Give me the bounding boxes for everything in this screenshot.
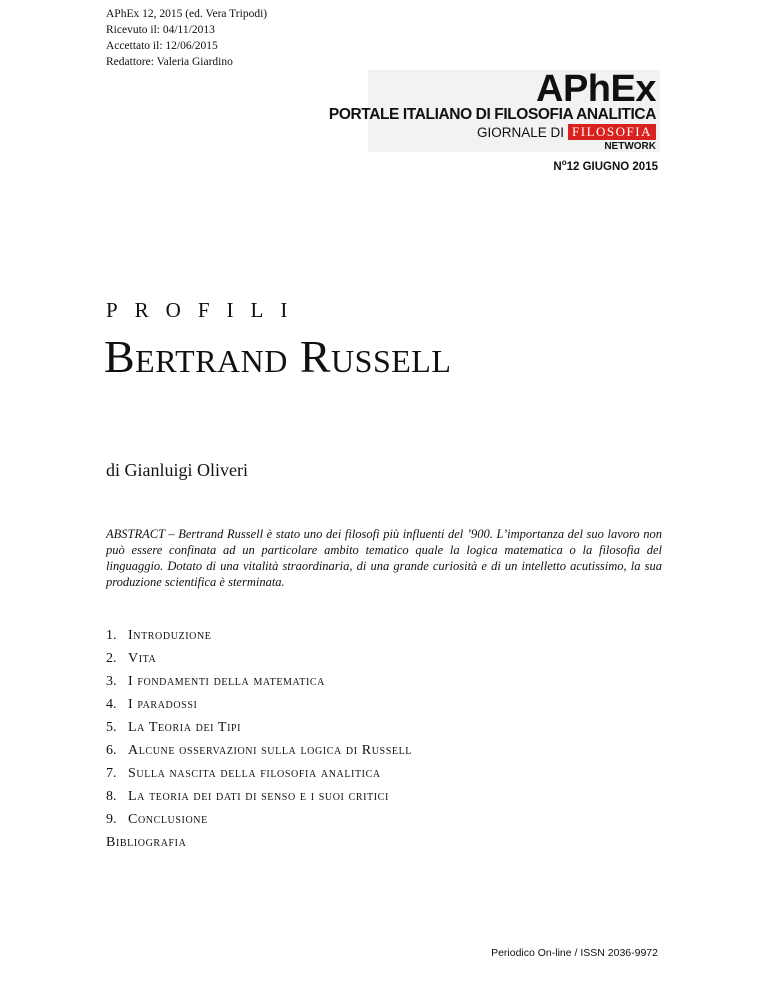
- logo-giornale-text: GIORNALE DI: [477, 124, 565, 140]
- toc-label: Conclusione: [128, 812, 208, 827]
- toc-item: [106, 716, 412, 739]
- abstract-text: ABSTRACT – Bertrand Russell è stato uno dei filosofi più influenti del ’900. L’importanza del suo lavoro non può essere confinata ad un particolare ambito tematico quale la logica matematica o la filosofia del linguaggio. Dotato di una vitalità straordinaria, di una grande curiosità e di un intelletto acutissimo, la sua produzione scientifica è sterminata.: [106, 527, 662, 589]
- section-label: PROFILI: [106, 298, 305, 322]
- toc-label: I fondamenti della matematica: [128, 674, 325, 689]
- toc-item: [106, 808, 412, 831]
- issue-n: N: [553, 160, 562, 173]
- logo-portal-line: PORTALE ITALIANO DI FILOSOFIA ANALITICA: [328, 106, 656, 123]
- toc-item: [106, 693, 412, 716]
- toc-number: 2.: [106, 651, 117, 666]
- page-title: Bertrand Russell: [104, 331, 452, 382]
- toc-number: 4.: [106, 697, 117, 712]
- toc-item-bibliography: [106, 831, 412, 854]
- toc-item: [106, 739, 412, 762]
- toc-label: Vita: [128, 651, 157, 666]
- toc-label: Alcune osservazioni sulla logica di Russell: [128, 743, 412, 758]
- footer-issn: Periodico On-line / ISSN 2036-9972: [491, 947, 658, 959]
- meta-editor: Redattore: Valeria Giardino: [106, 56, 233, 68]
- toc-number: 8.: [106, 789, 117, 804]
- toc-number: 6.: [106, 743, 117, 758]
- toc-label: La teoria dei dati di senso e i suoi critici: [128, 789, 389, 804]
- toc-number: 3.: [106, 674, 117, 689]
- meta-edition: APhEx 12, 2015 (ed. Vera Tripodi): [106, 8, 268, 20]
- logo-filosofia-badge: FILOSOFIA: [568, 124, 656, 140]
- toc-label: Sulla nascita della filosofia analitica: [128, 766, 381, 781]
- submission-metadata: [106, 6, 267, 70]
- author-byline: di Gianluigi Oliveri: [106, 460, 248, 480]
- table-of-contents: [106, 624, 412, 854]
- toc-number: 5.: [106, 720, 117, 735]
- toc-item: [106, 624, 412, 647]
- toc-label: Bibliografia: [106, 835, 187, 850]
- meta-accepted: Accettato il: 12/06/2015: [106, 40, 218, 52]
- toc-item: [106, 785, 412, 808]
- logo-giornale-line: [477, 124, 656, 140]
- logo-network: NETWORK: [604, 141, 656, 152]
- toc-label: La Teoria dei Tipi: [128, 720, 242, 735]
- issue-degree: o: [561, 158, 567, 167]
- toc-number: 7.: [106, 766, 117, 781]
- issue-number: [553, 158, 658, 173]
- toc-label: Introduzione: [128, 628, 212, 643]
- toc-number: 1.: [106, 628, 117, 643]
- toc-number: 9.: [106, 812, 117, 827]
- meta-received: Ricevuto il: 04/11/2013: [106, 24, 215, 36]
- logo-brand: APhEx: [536, 68, 656, 110]
- toc-label: I paradossi: [128, 697, 198, 712]
- issue-date: 12 GIUGNO 2015: [566, 160, 658, 173]
- toc-item: [106, 670, 412, 693]
- journal-logo: [328, 68, 660, 152]
- toc-item: [106, 647, 412, 670]
- toc-item: [106, 762, 412, 785]
